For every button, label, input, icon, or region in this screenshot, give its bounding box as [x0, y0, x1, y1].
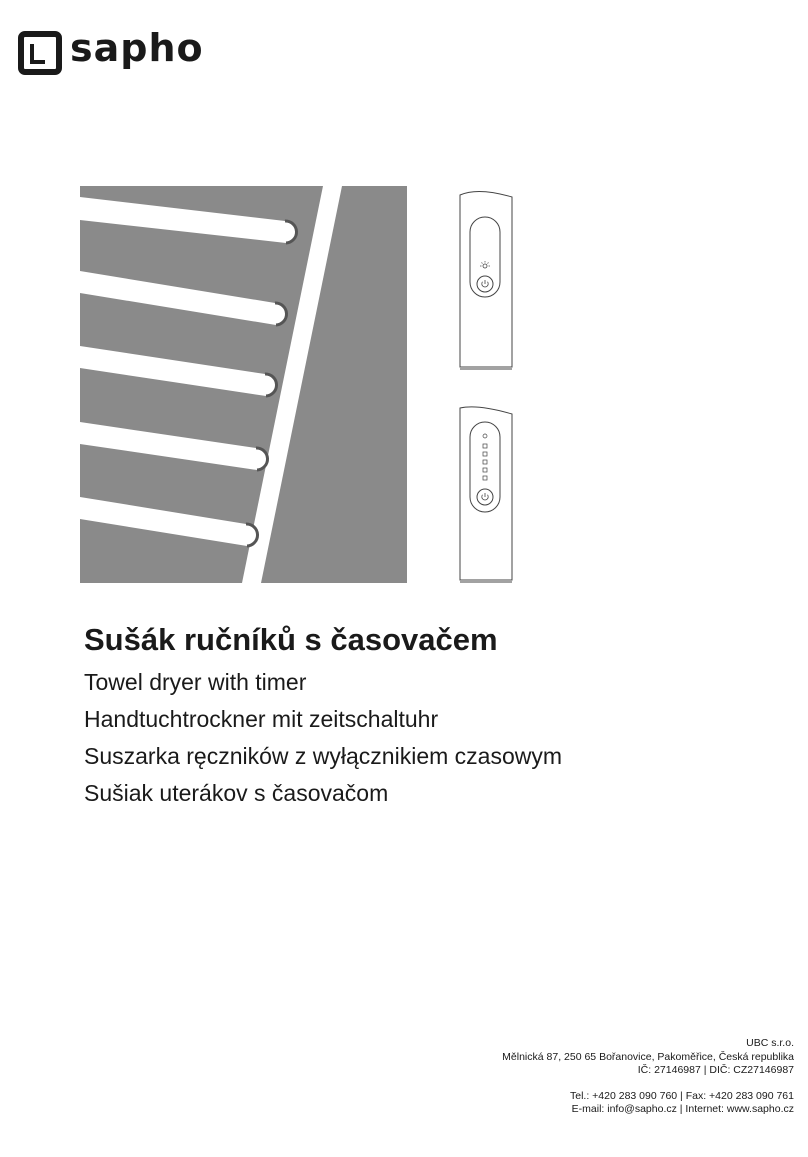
logo-mark-icon	[18, 31, 62, 75]
company-name: UBC s.r.o.	[746, 1037, 794, 1049]
timer-device-multi-icon	[458, 404, 518, 584]
timer-device-single-icon	[458, 187, 518, 372]
company-ids: IČ: 27146987 | DIČ: CZ27146987	[637, 1064, 794, 1076]
brand-name: sapho	[70, 26, 204, 70]
subtitle-sk: Sušiak uterákov s časovačom	[84, 780, 389, 806]
company-phone: Tel.: +420 283 090 760 | Fax: +420 283 090 761	[570, 1089, 794, 1102]
footer-spacer	[502, 1078, 794, 1090]
company-contact: E-mail: info@sapho.cz | Internet: www.sapho.cz	[571, 1103, 794, 1115]
document-titles	[84, 622, 562, 812]
subtitle-de: Handtuchtrockner mit zeitschaltuhr	[84, 706, 439, 732]
company-footer	[502, 1037, 794, 1117]
subtitle-en: Towel dryer with timer	[84, 669, 307, 695]
document-title: Sušák ručníků s časovačem	[84, 622, 498, 657]
company-address: Mělnická 87, 250 65 Bořanovice, Pakoměřice, Česká republika	[502, 1050, 794, 1063]
subtitle-pl: Suszarka ręczników z wyłącznikiem czasowym	[84, 743, 563, 769]
brand-logo	[12, 22, 262, 82]
towel-rail-illustration	[80, 186, 407, 583]
